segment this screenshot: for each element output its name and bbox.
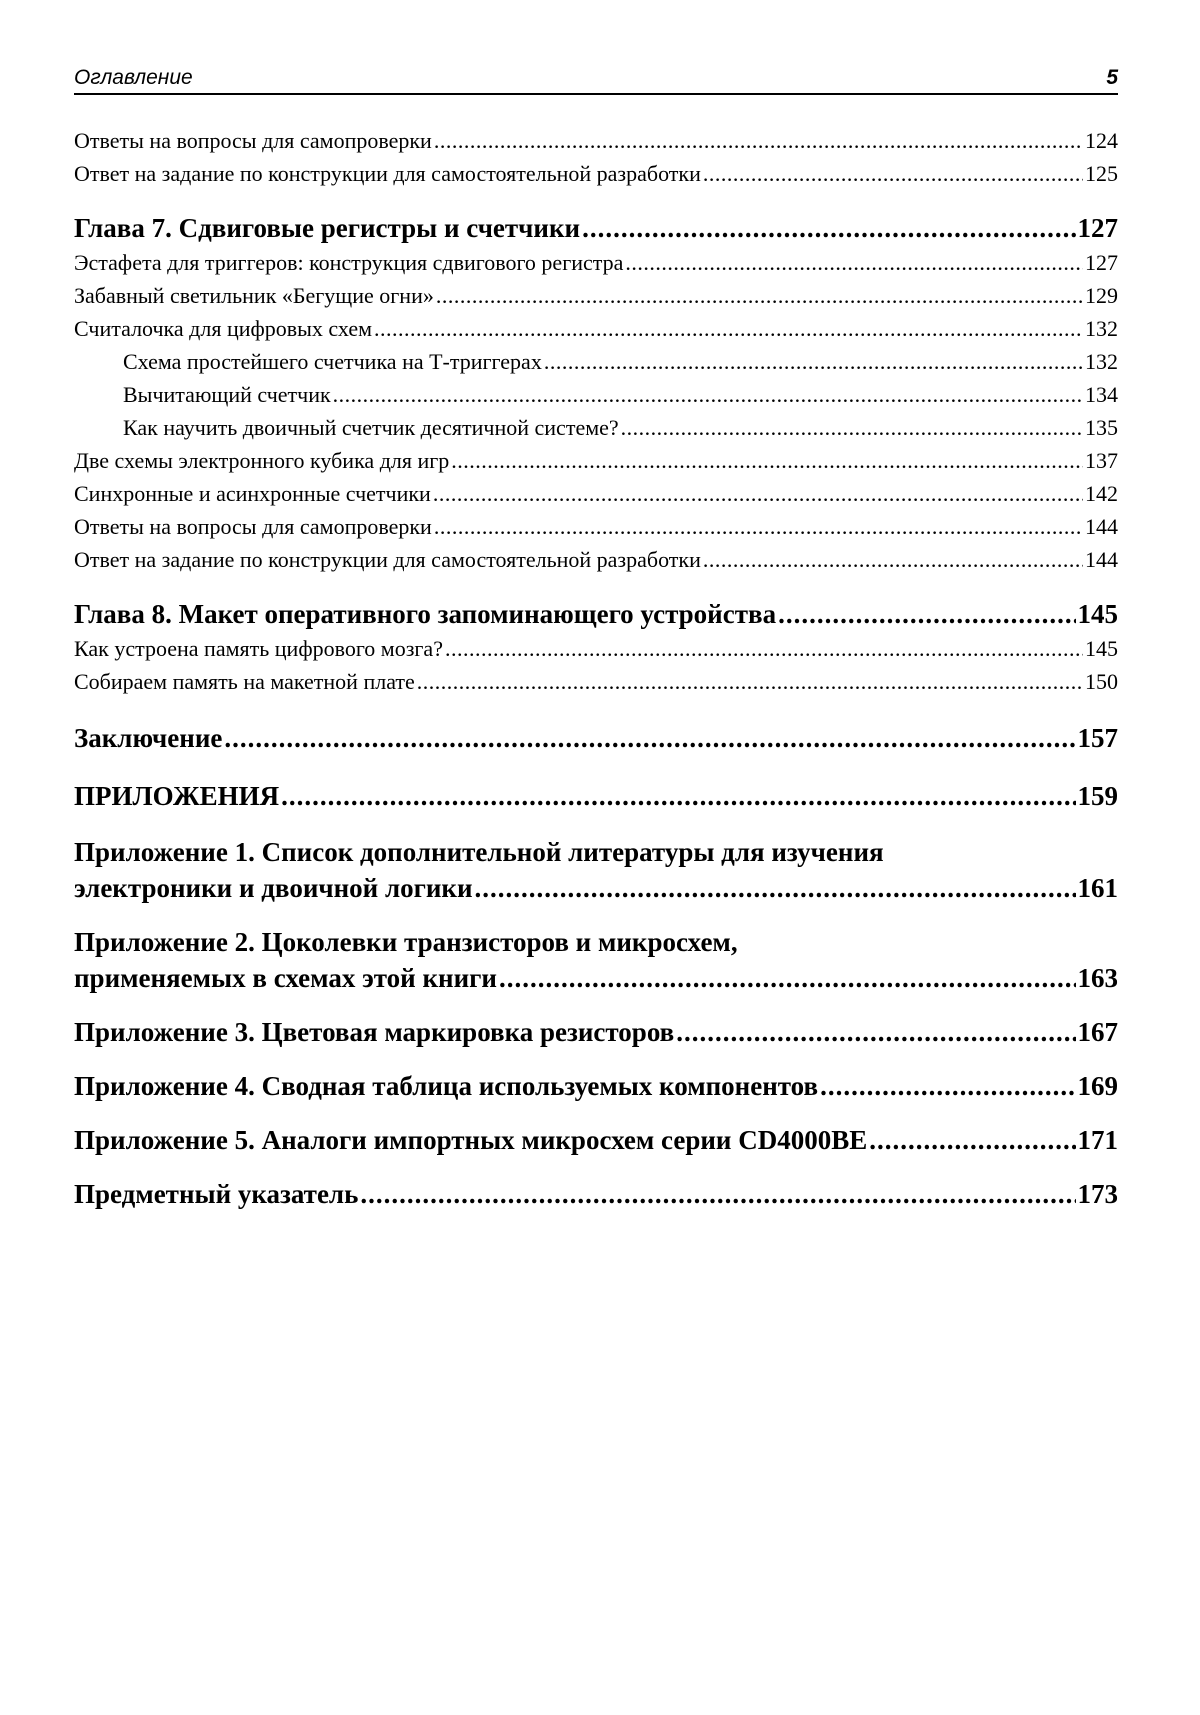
toc-chapter-title-line1: Приложение 1. Список дополнительной литературы для изучения xyxy=(74,837,884,867)
toc-leader-dots xyxy=(434,124,1083,157)
toc-chapter-page: 157 xyxy=(1077,723,1118,753)
toc-leader-dots xyxy=(224,720,1075,756)
toc-appendix-2[interactable] xyxy=(74,924,1118,996)
toc-entry[interactable] xyxy=(74,246,1118,279)
toc-subentry[interactable] xyxy=(74,411,1118,444)
toc-chapter-7[interactable] xyxy=(74,210,1118,246)
toc-chapter-title-line2-row xyxy=(74,870,1118,906)
toc-chapter-title: Заключение xyxy=(74,723,223,753)
toc-chapter-title: Приложение 3. Цветовая маркировка резисторов xyxy=(74,1017,675,1047)
toc-entry-title: Эстафета для триггеров: конструкция сдвигового регистра xyxy=(74,250,624,275)
toc-chapter-title: Приложение 5. Аналоги импортных микросхем серии CD4000BE xyxy=(74,1125,868,1155)
toc-subentry[interactable] xyxy=(74,378,1118,411)
toc-appendix-3[interactable] xyxy=(74,1014,1118,1050)
running-header xyxy=(74,66,1118,95)
toc-entry-page: 135 xyxy=(1085,415,1118,440)
toc-leader-dots xyxy=(544,345,1083,378)
toc-leader-dots xyxy=(417,665,1083,698)
toc-chapter-title: Глава 8. Макет оперативного запоминающего устройства xyxy=(74,599,777,629)
toc-entry-title: Ответы на вопросы для самопроверки xyxy=(74,128,432,153)
toc-appendix-5[interactable] xyxy=(74,1122,1118,1158)
toc-leader-dots xyxy=(499,960,1076,996)
toc-entry-page: 124 xyxy=(1085,128,1118,153)
toc-entry[interactable] xyxy=(74,510,1118,543)
toc-leader-dots xyxy=(436,279,1083,312)
toc-leader-dots xyxy=(625,246,1083,279)
toc-conclusion[interactable] xyxy=(74,720,1118,756)
toc-leader-dots xyxy=(433,477,1083,510)
toc-appendices[interactable] xyxy=(74,778,1118,814)
toc-subentry[interactable] xyxy=(74,345,1118,378)
toc-entry-title: Как научить двоичный счетчик десятичной системе? xyxy=(123,415,619,440)
toc-leader-dots xyxy=(778,596,1075,632)
toc-entry-page: 125 xyxy=(1085,161,1118,186)
running-header-page-number: 5 xyxy=(1106,66,1118,89)
toc-chapter-8[interactable] xyxy=(74,596,1118,632)
toc-entry[interactable] xyxy=(74,543,1118,576)
toc-chapter-title: ПРИЛОЖЕНИЯ xyxy=(74,781,280,811)
toc-chapter-page: 163 xyxy=(1077,963,1118,993)
toc-chapter-title-line2: применяемых в схемах этой книги xyxy=(74,963,497,993)
toc-leader-dots xyxy=(820,1068,1075,1104)
toc-chapter-title-line2-row xyxy=(74,960,1118,996)
toc-chapter-page: 173 xyxy=(1077,1179,1118,1209)
toc-leader-dots xyxy=(869,1122,1075,1158)
toc-chapter-title: Предметный указатель xyxy=(74,1179,359,1209)
toc-entry-title: Считалочка для цифровых схем xyxy=(74,316,373,341)
toc-entry-page: 145 xyxy=(1085,636,1118,661)
toc-entry-page: 150 xyxy=(1085,669,1118,694)
toc-leader-dots xyxy=(434,510,1083,543)
toc-entry-title: Схема простейшего счетчика на Т-триггерах xyxy=(123,349,542,374)
toc-leader-dots xyxy=(676,1014,1075,1050)
toc-entry-title: Ответы на вопросы для самопроверки xyxy=(74,514,432,539)
toc-leader-dots xyxy=(374,312,1083,345)
toc-leader-dots xyxy=(703,157,1083,190)
toc-entry-title: Две схемы электронного кубика для игр xyxy=(74,448,450,473)
toc-entry-page: 144 xyxy=(1085,514,1118,539)
toc-leader-dots xyxy=(281,778,1075,814)
toc-entry-page: 132 xyxy=(1085,316,1118,341)
toc-entry-page: 134 xyxy=(1085,382,1118,407)
toc-index[interactable] xyxy=(74,1176,1118,1212)
toc-chapter-title-line2: электроники и двоичной логики xyxy=(74,873,473,903)
toc-entry[interactable] xyxy=(74,157,1118,190)
toc-entry-title: Собираем память на макетной плате xyxy=(74,669,415,694)
toc-entry[interactable] xyxy=(74,665,1118,698)
toc-chapter-page: 127 xyxy=(1077,213,1118,243)
toc-leader-dots xyxy=(703,543,1083,576)
toc-entry-title: Как устроена память цифрового мозга? xyxy=(74,636,443,661)
toc-chapter-title: Глава 7. Сдвиговые регистры и счетчики xyxy=(74,213,581,243)
toc-entry[interactable] xyxy=(74,279,1118,312)
toc-chapter-page: 161 xyxy=(1077,873,1118,903)
toc-entry-page: 144 xyxy=(1085,547,1118,572)
toc-chapter-page: 171 xyxy=(1077,1125,1118,1155)
toc-leader-dots xyxy=(451,444,1083,477)
toc-chapter-title-line1: Приложение 2. Цоколевки транзисторов и микросхем, xyxy=(74,927,738,957)
toc-chapter-page: 159 xyxy=(1077,781,1118,811)
toc-entry-title: Синхронные и асинхронные счетчики xyxy=(74,481,431,506)
toc-entry-page: 129 xyxy=(1085,283,1118,308)
toc-chapter-page: 145 xyxy=(1077,599,1118,629)
toc-entry-page: 142 xyxy=(1085,481,1118,506)
toc-entry-title: Ответ на задание по конструкции для самостоятельной разработки xyxy=(74,161,701,186)
toc-entry-title: Ответ на задание по конструкции для самостоятельной разработки xyxy=(74,547,701,572)
toc-entry-title: Забавный светильник «Бегущие огни» xyxy=(74,283,434,308)
toc-leader-dots xyxy=(445,632,1083,665)
toc-appendix-1[interactable] xyxy=(74,834,1118,906)
toc-entry[interactable] xyxy=(74,632,1118,665)
toc-entry[interactable] xyxy=(74,477,1118,510)
toc-entry-page: 132 xyxy=(1085,349,1118,374)
table-of-contents xyxy=(74,124,1118,1212)
running-header-title: Оглавление xyxy=(74,66,193,89)
toc-leader-dots xyxy=(621,411,1083,444)
toc-chapter-title: Приложение 4. Сводная таблица используемых компонентов xyxy=(74,1071,819,1101)
toc-appendix-4[interactable] xyxy=(74,1068,1118,1104)
toc-leader-dots xyxy=(360,1176,1075,1212)
toc-chapter-page: 167 xyxy=(1077,1017,1118,1047)
toc-leader-dots xyxy=(333,378,1083,411)
toc-chapter-page: 169 xyxy=(1077,1071,1118,1101)
toc-entry-page: 127 xyxy=(1085,250,1118,275)
toc-leader-dots xyxy=(582,210,1075,246)
toc-entry-title: Вычитающий счетчик xyxy=(123,382,331,407)
toc-entry[interactable] xyxy=(74,444,1118,477)
toc-entry[interactable] xyxy=(74,124,1118,157)
toc-entry[interactable] xyxy=(74,312,1118,345)
toc-entry-page: 137 xyxy=(1085,448,1118,473)
page xyxy=(74,66,1118,1212)
toc-leader-dots xyxy=(475,870,1076,906)
